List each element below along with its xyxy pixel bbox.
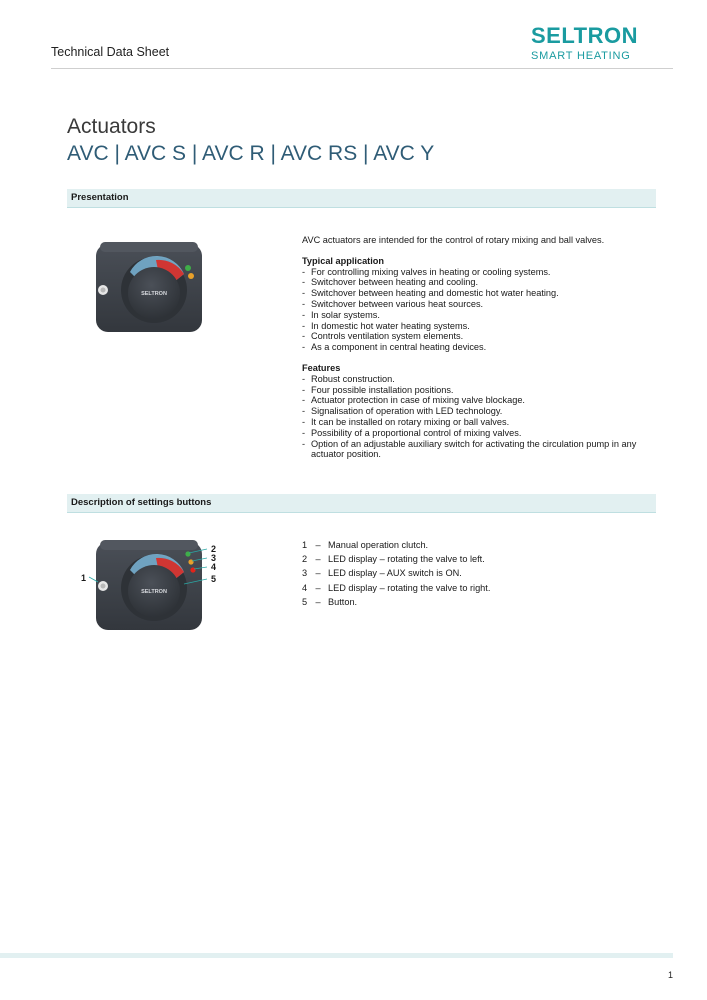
section-label: Presentation [71, 192, 129, 203]
item-number: 5 [302, 596, 308, 607]
product-models-title: AVC | AVC S | AVC R | AVC RS | AVC Y [67, 142, 435, 165]
footer-band [0, 953, 673, 958]
item-dash: – [315, 596, 321, 607]
item-text: LED display – rotating the valve to right. [328, 582, 491, 593]
list-item: - Switchover between heating and cooling. [302, 277, 658, 288]
actuator-product-image [94, 238, 206, 338]
list-item: - Switchover between various heat sources. [302, 299, 658, 310]
actuator-callout-diagram [76, 536, 226, 636]
callout-marker-2: 2 [211, 544, 217, 554]
section-header-presentation [67, 189, 656, 208]
list-item: - As a component in central heating devices. [302, 342, 658, 353]
list-item: - Controls ventilation system elements. [302, 331, 658, 342]
page-number: 1 [668, 970, 674, 980]
settings-legend [302, 538, 658, 609]
callout-marker-4: 4 [211, 562, 217, 572]
list-item [302, 566, 658, 580]
list-item: - Possibility of a proportional control of mixing valves. [302, 428, 658, 439]
typical-application-heading: Typical application [302, 255, 385, 266]
logo-wordmark: SELTRON [531, 23, 638, 48]
logo-tagline: SMART HEATING [531, 50, 631, 62]
features-list [302, 374, 658, 460]
header-divider [51, 68, 673, 69]
list-item: - For controlling mixing valves in heating or cooling systems. [302, 267, 658, 278]
item-number: 4 [302, 582, 308, 593]
list-item: - Signalisation of operation with LED technology. [302, 406, 658, 417]
presentation-text [302, 235, 658, 460]
item-number: 3 [302, 568, 308, 579]
callout-marker-5: 5 [211, 574, 217, 584]
device-brand-label: SELTRON [141, 291, 167, 297]
item-text: Button. [328, 596, 358, 607]
features-heading: Features [302, 362, 341, 373]
list-item [302, 552, 658, 566]
list-item: - Option of an adjustable auxiliary switch for activating the circulation pump in any actuator position. [302, 439, 658, 461]
list-item [302, 581, 658, 595]
item-number: 2 [302, 554, 308, 565]
list-item: - It can be installed on rotary mixing or ball valves. [302, 417, 658, 428]
item-text: LED display – rotating the valve to left. [328, 554, 485, 565]
typical-application-list [302, 267, 658, 353]
item-dash: – [315, 540, 321, 550]
callout-marker-3: 3 [211, 553, 217, 563]
item-dash: – [315, 582, 321, 593]
list-item: - Four possible installation positions. [302, 385, 658, 396]
document-type: Technical Data Sheet [51, 45, 170, 59]
page-title: Actuators [67, 115, 156, 138]
brand-logo [531, 25, 676, 62]
list-item: - Switchover between heating and domestic hot water heating. [302, 288, 658, 299]
list-item: - Actuator protection in case of mixing valve blockage. [302, 395, 658, 406]
list-item [302, 595, 658, 609]
callout-marker-1: 1 [81, 573, 87, 583]
list-item: - In solar systems. [302, 310, 658, 321]
list-item: - In domestic hot water heating systems. [302, 321, 658, 332]
section-header-settings [67, 494, 656, 513]
item-text: LED display – AUX switch is ON. [328, 568, 462, 579]
list-item: - Robust construction. [302, 374, 658, 385]
section-label: Description of settings buttons [71, 497, 212, 508]
item-dash: – [315, 568, 321, 579]
intro-paragraph: AVC actuators are intended for the control of rotary mixing and ball valves. [302, 235, 605, 245]
item-text: Manual operation clutch. [328, 540, 429, 550]
item-dash: – [315, 554, 321, 565]
device-brand-label: SELTRON [141, 589, 167, 595]
settings-list [302, 538, 658, 609]
item-number: 1 [302, 540, 308, 550]
list-item [302, 538, 658, 552]
